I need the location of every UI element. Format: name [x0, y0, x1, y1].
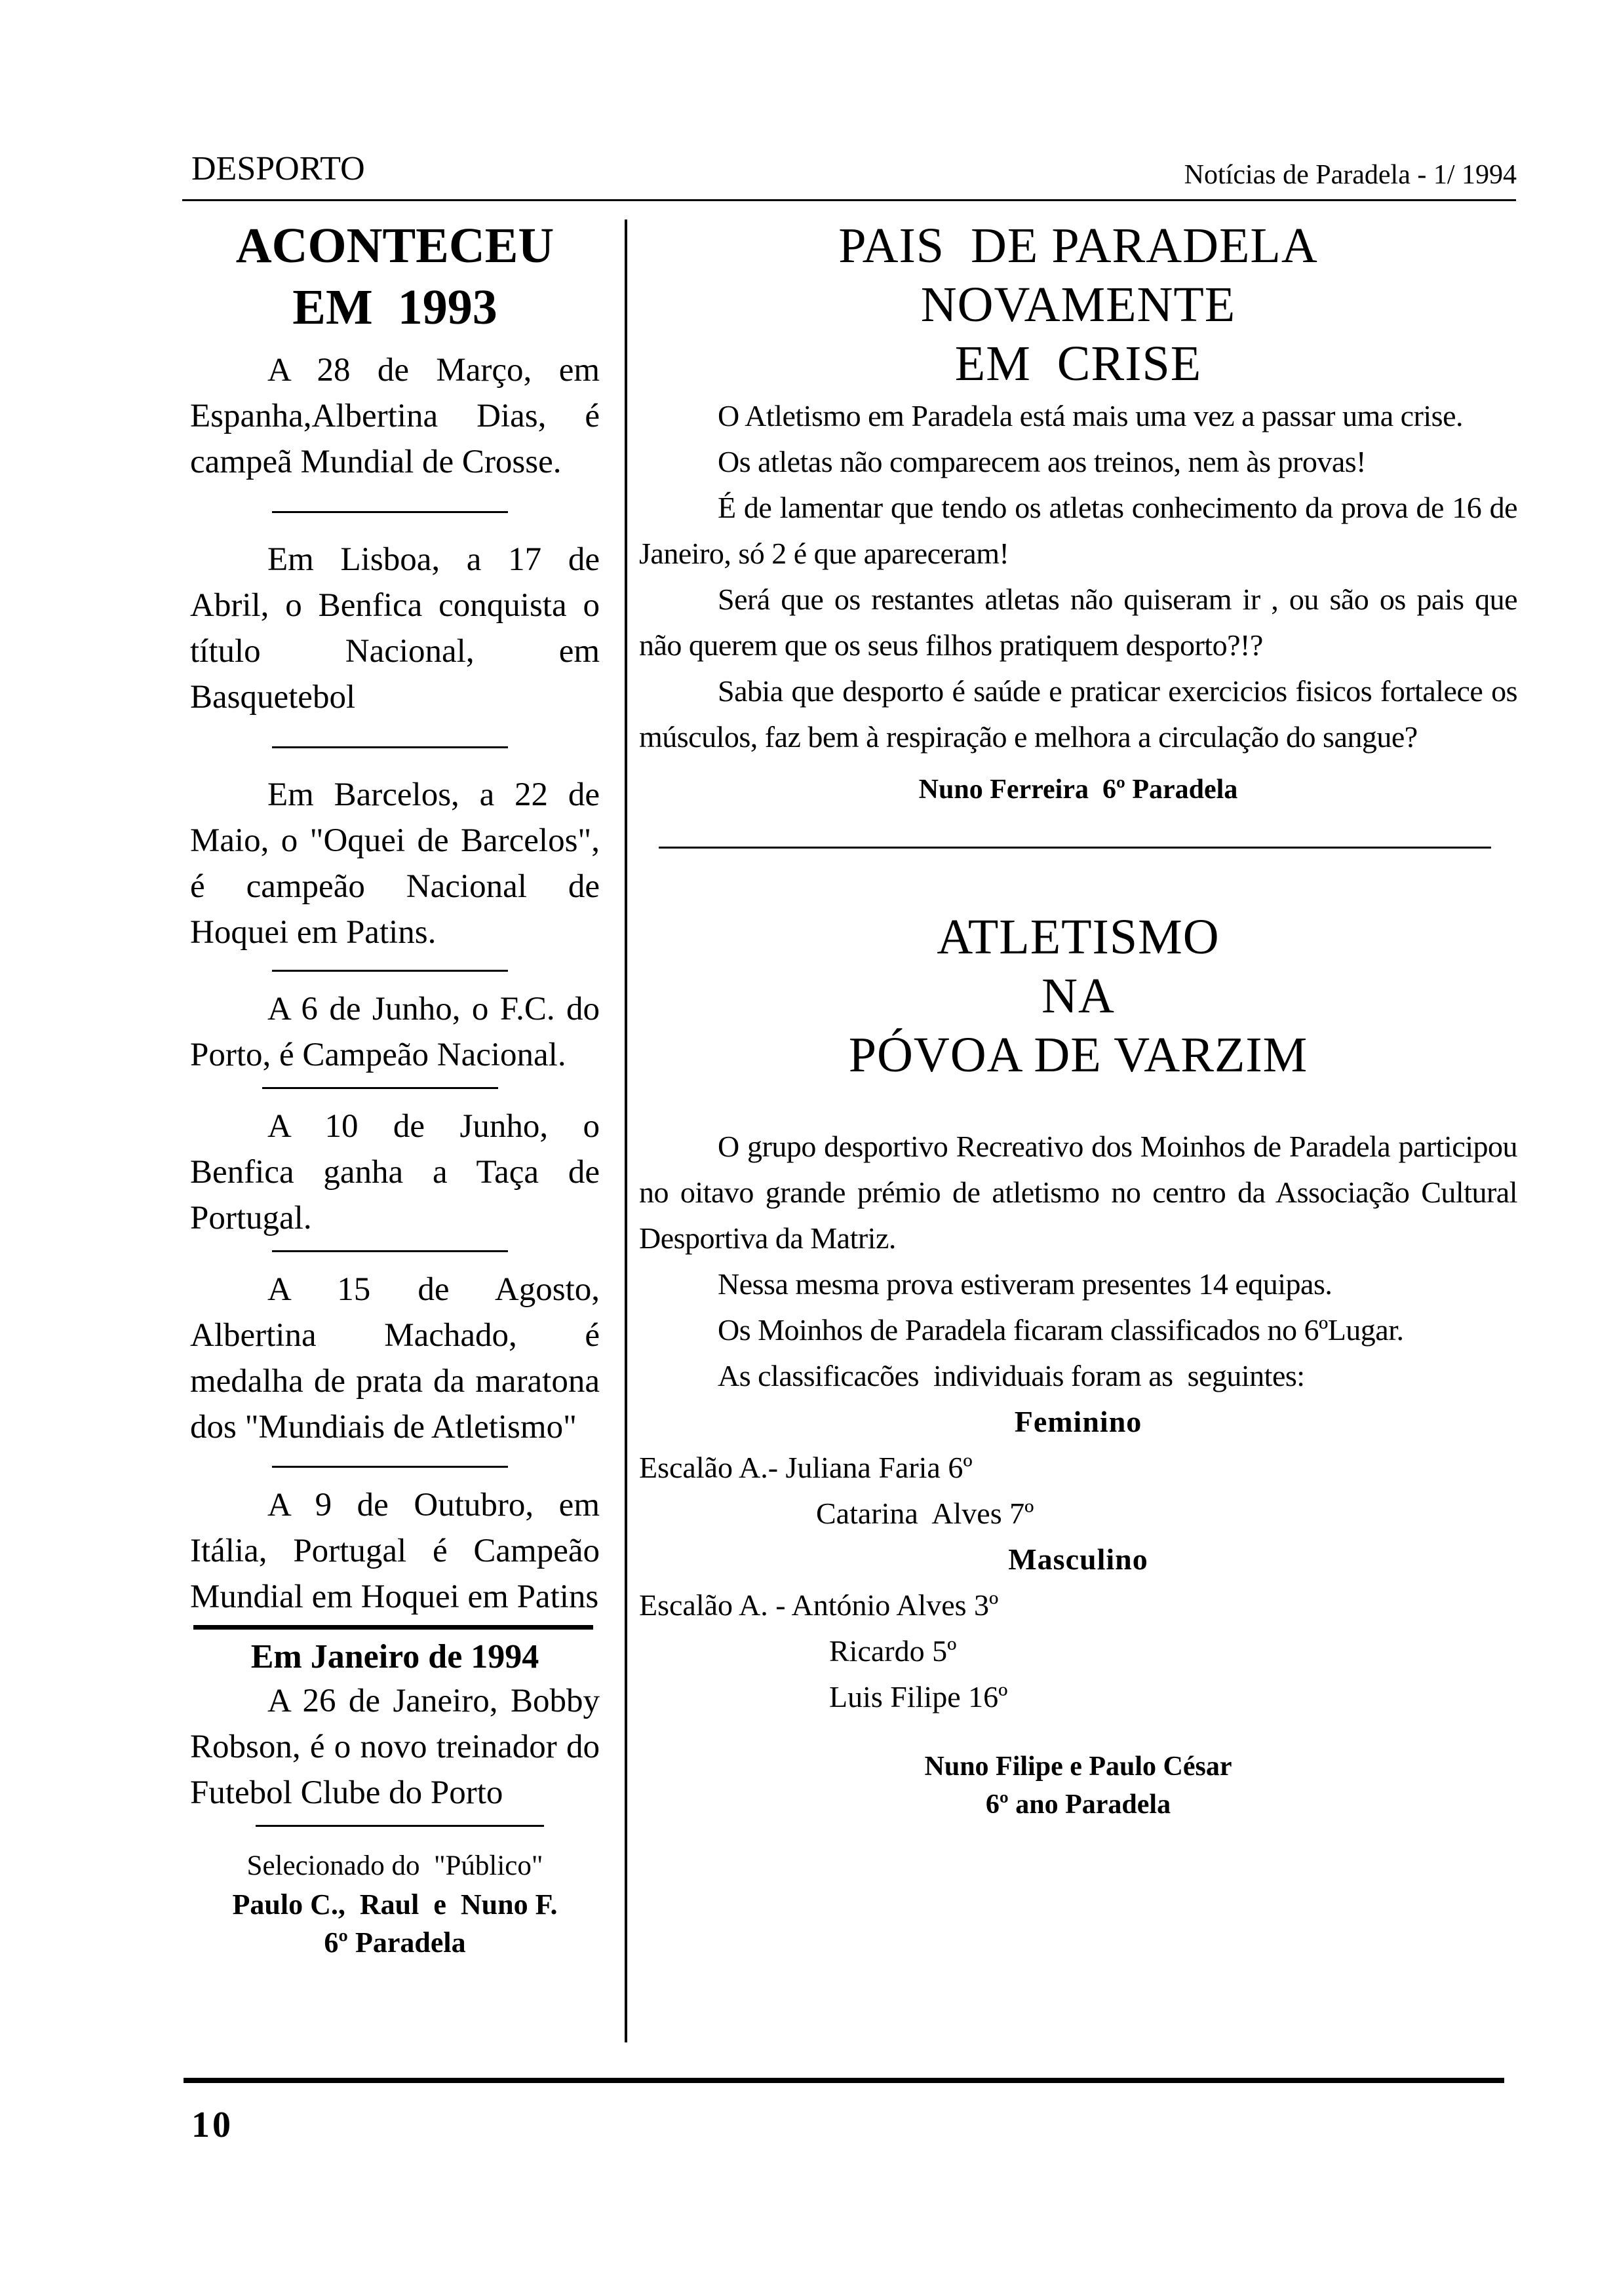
event-separator [272, 511, 508, 513]
section-title: DESPORTO [191, 150, 365, 187]
article-separator [659, 847, 1491, 849]
credit-authors: Paulo C., Raul e Nuno F. [232, 1888, 558, 1921]
article1-paragraph: Sabia que desporto é saúde e praticar exercicios fisicos fortalece os músculos, faz bem à respiração e melhora a circulação do sangue? [639, 674, 1517, 754]
article2-paragraph: Os Moinhos de Paradela ficaram classificados no 6ºLugar. [718, 1313, 1404, 1347]
article-pais-de-paradela [639, 216, 1517, 809]
result-row: Catarina Alves 7º [816, 1497, 1034, 1530]
result-row: Ricardo 5º [829, 1634, 957, 1668]
article2-paragraph: As classificacões individuais foram as seguintes: [718, 1359, 1305, 1392]
event-item: Em Barcelos, a 22 de Maio, o "Oquei de Barcelos", é campeão Nacional de Hoquei em Patins. [190, 776, 600, 951]
credit-source: Selecionado do "Público" [246, 1850, 543, 1881]
column-divider [625, 220, 627, 2042]
event-item: A 10 de Junho, o Benfica ganha a Taça de Portugal. [190, 1108, 600, 1236]
article1-title-line2: NOVAMENTE [920, 277, 1236, 332]
results-female-heading: Feminino [1014, 1405, 1142, 1438]
january-subtitle: Em Janeiro de 1994 [250, 1638, 539, 1675]
left-title-line1: ACONTECEU [235, 218, 555, 273]
results-male-heading: Masculino [1008, 1542, 1148, 1576]
section-thick-rule [193, 1625, 593, 1630]
credit-separator [256, 1825, 544, 1827]
event-item: Em Lisboa, a 17 de Abril, o Benfica conquista o título Nacional, em Basquetebol [190, 541, 600, 716]
article2-paragraph: Nessa mesma prova estiveram presentes 14 equipas. [718, 1267, 1333, 1301]
page-number: 10 [191, 2105, 233, 2145]
event-separator [272, 1250, 508, 1252]
article1-paragraph: Será que os restantes atletas não quiseram ir , ou são os pais que não querem que os seus filhos pratiquem desporto?!? [639, 583, 1517, 662]
result-row: Escalão A. - António Alves 3º [639, 1588, 999, 1622]
article-atletismo-povoa [639, 908, 1517, 1824]
event-item: A 9 de Outubro, em Itália, Portugal é Campeão Mundial em Hoquei em Patins [190, 1487, 600, 1615]
header-rule [182, 199, 1516, 201]
result-row: Escalão A.- Juliana Faria 6º [639, 1451, 973, 1484]
article2-byline-class: 6º ano Paradela [985, 1789, 1171, 1820]
left-title-line2: EM 1993 [292, 280, 497, 335]
result-row: Luis Filipe 16º [829, 1680, 1008, 1713]
left-column-aconteceu [190, 210, 600, 1962]
event-separator [262, 1087, 498, 1089]
right-column [639, 210, 1517, 1824]
event-separator [272, 746, 508, 748]
event-separator [272, 970, 508, 972]
article1-byline: Nuno Ferreira 6º Paradela [918, 775, 1238, 805]
article2-byline-names: Nuno Filipe e Paulo César [924, 1751, 1232, 1782]
event-separator [272, 1466, 508, 1468]
january-event: A 26 de Janeiro, Bobby Robson, é o novo treinador do Futebol Clube do Porto [190, 1683, 600, 1811]
event-item: A 15 de Agosto, Albertina Machado, é medalha de prata da maratona dos "Mundiais de Atletismo" [190, 1271, 600, 1445]
article2-paragraph: O grupo desportivo Recreativo dos Moinhos de Paradela participou no oitavo grande prémio de atletismo no centro da Associação Cultural Desportiva da Matriz. [639, 1130, 1517, 1255]
article2-title-line2: NA [1041, 968, 1115, 1024]
article1-paragraph: O Atletismo em Paradela está mais uma vez a passar uma crise. [718, 399, 1463, 432]
article1-title-line1: PAIS DE PARADELA [838, 218, 1318, 273]
event-item: A 28 de Março, em Espanha,Albertina Dias, é campeã Mundial de Crosse. [190, 352, 600, 480]
article1-title-line3: EM CRISE [954, 336, 1202, 391]
article2-title-line3: PÓVOA DE VARZIM [848, 1027, 1308, 1082]
article2-title-line1: ATLETISMO [937, 909, 1220, 965]
event-item: A 6 de Junho, o F.C. do Porto, é Campeão Nacional. [190, 991, 600, 1073]
publication-title: Notícias de Paradela - 1/ 1994 [1184, 160, 1517, 190]
article1-paragraph: É de lamentar que tendo os atletas conhecimento da prova de 16 de Janeiro, só 2 é que apareceram! [639, 491, 1517, 570]
footer-rule [184, 2078, 1504, 2083]
credit-class: 6º Paradela [324, 1926, 466, 1959]
article1-paragraph: Os atletas não comparecem aos treinos, nem às provas! [718, 445, 1366, 478]
results-list [639, 1399, 1517, 1720]
